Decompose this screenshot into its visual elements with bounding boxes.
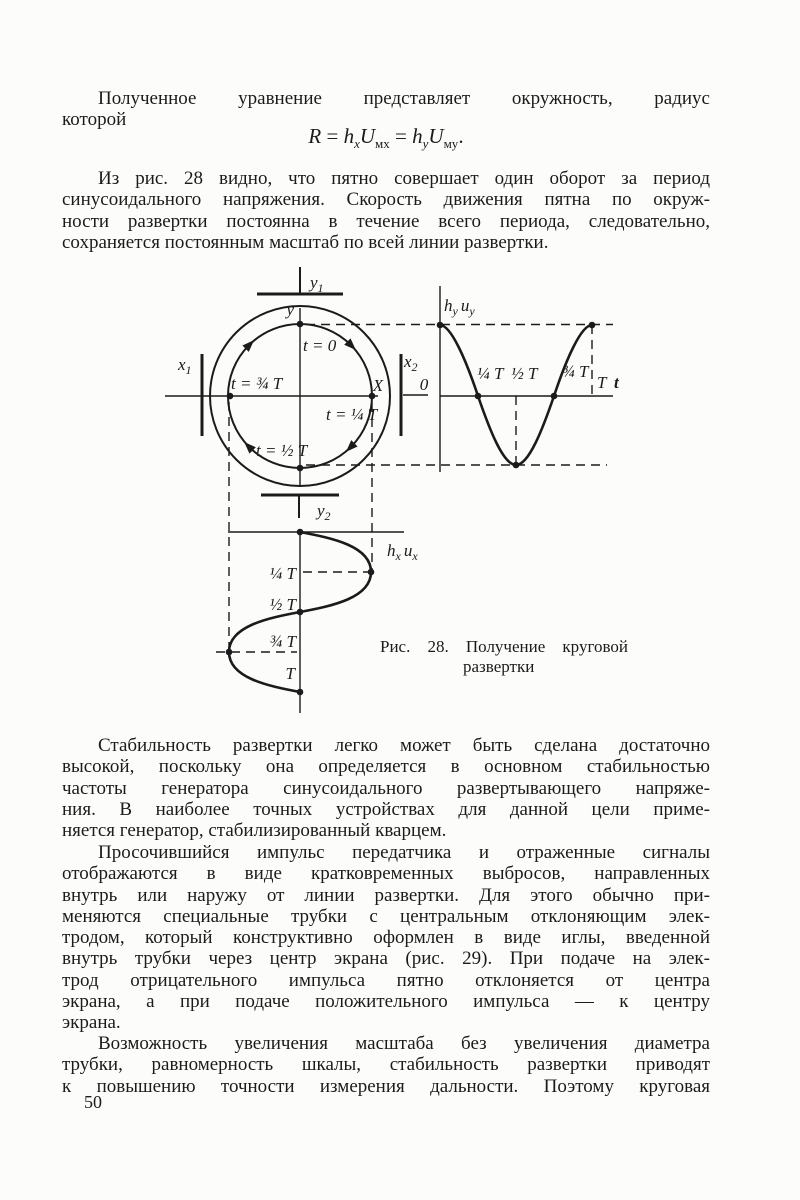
text-line: меняются специальные трубки с центральным отклоняющим элек-: [62, 905, 710, 927]
text-line: внутрь трубки через центр экрана (рис. 29). При подаче на элек-: [62, 948, 710, 970]
bottom-tick-T: T: [285, 664, 295, 683]
hxux-axis-label: $h_x$ $u_x$: [387, 541, 418, 563]
caption-line: Рис. 28. Получение круговой: [380, 637, 628, 656]
right-tick-quarter: ¼ T: [477, 364, 504, 383]
text-line: трубки, равномерность шкалы, стабильность развертки приводят: [62, 1054, 710, 1076]
plate-label-x1: $x_1$: [178, 355, 192, 377]
bottom-tick-three-quarter: ¾ T: [269, 632, 296, 651]
text-line: Возможность увеличения масштаба без увеличения диаметра: [98, 1033, 710, 1054]
text-line: Из рис. 28 видно, что пятно совершает один оборот за период: [98, 168, 710, 189]
plate-label-y2: $y_2$: [317, 501, 331, 523]
text-line: няется генератор, стабилизированный кварцем.: [62, 820, 447, 842]
text-line: которой: [62, 109, 127, 131]
plate-label-y1: $y_1$: [310, 273, 324, 295]
paragraph-stability: [62, 735, 710, 841]
text-line: Полученное уравнение представляет окружность, радиус: [98, 88, 710, 109]
text-line: отображаются в виде кратковременных выбросов, направленных: [62, 863, 710, 885]
text-line: Просочившийся импульс передатчика и отраженные сигналы: [98, 842, 710, 863]
hyuy-axis-label: $h_y$ $u_y$: [444, 296, 475, 318]
axis-label-x: X: [372, 376, 384, 395]
right-tick-half: ½ T: [511, 364, 538, 383]
time-label-t0: t = 0: [303, 336, 337, 355]
text-line: высокой, поскольку она определяется в основном стабильностью: [62, 756, 710, 778]
right-tick-three-quarter: ¾ T: [562, 362, 589, 381]
bottom-tick-quarter: ¼ T: [269, 564, 296, 583]
text-line: Стабильность развертки легко может быть сделана достаточно: [98, 735, 710, 756]
paragraph-scale: [62, 1033, 710, 1097]
text-line: экрана.: [62, 1012, 121, 1034]
caption-line: развертки: [463, 656, 535, 676]
axis-label-y: y: [286, 300, 294, 319]
page-number: 50: [84, 1092, 102, 1112]
time-label-quarter: t = ¼ T: [326, 405, 378, 424]
text-line: ния. В наиболее точных устройствах для данной цели приме-: [62, 798, 710, 820]
figure-caption: [380, 637, 628, 676]
text-line: частоты генератора синусоидального развертывающего напряже-: [62, 777, 710, 799]
text-line: к повышению точности измерения дальности. Поэтому круговая: [62, 1075, 710, 1097]
time-axis-label-t: t: [614, 373, 619, 392]
bottom-tick-half: ½ T: [269, 595, 296, 614]
text-line: внутрь или наружу от линии развертки. Для этого обычно при-: [62, 884, 710, 906]
crt-screen-circle: [165, 267, 428, 518]
time-label-half: t = ½ T: [256, 441, 308, 460]
text-line: синусоидального напряжения. Скорость движения пятна по окруж-: [62, 189, 710, 211]
text-line: экрана, а при подаче положительного импульса — к центру: [62, 991, 710, 1013]
text-line: трод отрицательного импульса пятно отклоняется от центра: [62, 969, 710, 991]
text-line: тродом, который конструктивно оформлен в виде иглы, введенной: [62, 927, 710, 949]
right-tick-T: T: [597, 373, 607, 392]
paragraph-impulse: [62, 842, 710, 1034]
paragraph-fig28: [62, 168, 710, 253]
origin-label-zero: 0: [419, 375, 429, 394]
text-line: сохраняется постоянным масштаб по всей линии развертки.: [62, 231, 549, 253]
radius-formula: $R = h_xU_{мх} = h_yU_{му}$.: [308, 124, 464, 152]
time-label-three-quarter: t = ¾ T: [231, 374, 283, 393]
text-line: ности развертки постоянна в течение всего периода, следовательно,: [62, 210, 710, 232]
plate-label-x2: $x_2$: [404, 352, 418, 374]
hxux-waveform-graph: [226, 529, 404, 713]
